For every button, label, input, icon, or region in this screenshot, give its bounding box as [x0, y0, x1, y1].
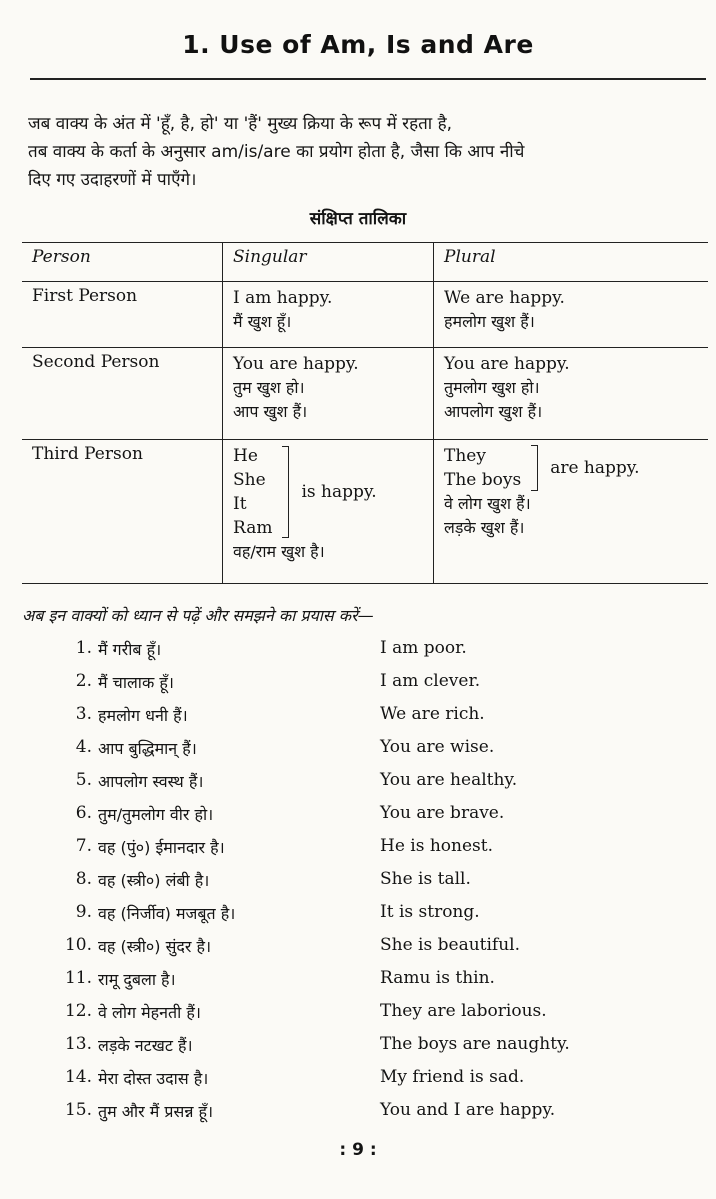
english-line: You are happy. [233, 354, 359, 374]
example-hindi: मैं चालाक हूँ। [98, 673, 174, 692]
example-hindi: हमलोग धनी हैं। [98, 706, 188, 725]
hindi-line: हमलोग खुश हैं। [444, 312, 535, 331]
singular-subject-group [233, 444, 423, 540]
english-line: You are happy. [444, 354, 570, 374]
singular-cell [223, 282, 434, 348]
example-english: We are rich. [380, 704, 485, 724]
example-hindi: रामू दुबला है। [98, 970, 176, 989]
subject-list [233, 444, 272, 540]
example-english: You and I are happy. [380, 1100, 556, 1120]
example-english: The boys are naughty. [380, 1034, 570, 1054]
example-number: 8. [75, 869, 92, 889]
example-hindi: आप बुद्धिमान् हैं। [98, 739, 197, 758]
example-row [0, 1001, 716, 1034]
example-row [0, 902, 716, 935]
page-number: : 9 : [339, 1140, 377, 1160]
person-cell: Third Person [22, 440, 223, 584]
example-row [0, 704, 716, 737]
example-number: 5. [75, 770, 92, 790]
intro-paragraph [28, 110, 708, 194]
bracket [531, 445, 538, 491]
subject: Ram [233, 518, 273, 538]
example-number: 4. [75, 737, 92, 757]
hindi-line: लड़के खुश हैं। [444, 518, 525, 537]
intro-line: दिए गए उदाहरणों में पाएँगे। [28, 170, 197, 190]
verb-phrase: is happy. [301, 482, 377, 502]
example-english: My friend is sad. [380, 1067, 525, 1087]
plural-cell [434, 282, 709, 348]
row-second-person [22, 348, 708, 440]
example-row [0, 968, 716, 1001]
subject: It [233, 494, 247, 514]
example-hindi: मेरा दोस्त उदास है। [98, 1069, 209, 1088]
hindi-line: आप खुश हैं। [233, 402, 308, 421]
bracket [282, 446, 289, 538]
example-number: 6. [75, 803, 92, 823]
example-english: It is strong. [380, 902, 480, 922]
example-english: I am clever. [380, 671, 481, 691]
example-row [0, 737, 716, 770]
person-cell: First Person [22, 282, 223, 348]
example-hindi: मैं गरीब हूँ। [98, 640, 162, 659]
example-english: She is beautiful. [380, 935, 521, 955]
example-english: Ramu is thin. [380, 968, 495, 988]
subject: He [233, 446, 258, 466]
hindi-line: आपलोग खुश हैं। [444, 402, 543, 421]
hindi-line: मैं खुश हूँ। [233, 312, 292, 331]
row-first-person [22, 282, 708, 348]
example-english: You are healthy. [380, 770, 518, 790]
plural-subject-group [444, 444, 698, 492]
subject: They [444, 446, 486, 466]
example-row [0, 671, 716, 704]
example-hindi: वह (स्त्री०) लंबी है। [98, 871, 210, 890]
example-row [0, 869, 716, 902]
row-third-person [22, 440, 708, 584]
table-heading: संक्षिप्त तालिका [309, 209, 407, 229]
subject: The boys [444, 470, 522, 490]
hindi-line: तुमलोग खुश हो। [444, 378, 540, 397]
example-row [0, 803, 716, 836]
example-english: You are wise. [380, 737, 495, 757]
example-english: He is honest. [380, 836, 494, 856]
example-row [0, 836, 716, 869]
example-english: She is tall. [380, 869, 471, 889]
title-rule [30, 78, 706, 80]
intro-line: जब वाक्य के अंत में 'हूँ, है, हो' या 'हैं' मुख्य क्रिया के रूप में रहता है, [28, 114, 453, 134]
example-number: 7. [75, 836, 92, 856]
singular-cell [223, 348, 434, 440]
english-line: I am happy. [233, 288, 333, 308]
verb-phrase: are happy. [550, 458, 640, 478]
example-row [0, 1067, 716, 1100]
hindi-line: तुम खुश हो। [233, 378, 305, 397]
intro-line: तब वाक्य के कर्ता के अनुसार am/is/are का प्रयोग होता है, जैसा कि आप नीचे [28, 142, 525, 162]
example-english: I am poor. [380, 638, 467, 658]
example-number: 11. [64, 968, 92, 988]
example-hindi: तुम और मैं प्रसन्न हूँ। [98, 1102, 214, 1121]
header-plural: Plural [434, 243, 709, 282]
hindi-line: वे लोग खुश हैं। [444, 494, 531, 513]
example-english: They are laborious. [380, 1001, 547, 1021]
summary-table [22, 242, 708, 584]
plural-cell [434, 348, 709, 440]
example-row [0, 1100, 716, 1133]
example-row [0, 1034, 716, 1067]
person-cell: Second Person [22, 348, 223, 440]
header-singular: Singular [223, 243, 434, 282]
example-number: 1. [75, 638, 92, 658]
example-row [0, 770, 716, 803]
example-number: 9. [75, 902, 92, 922]
example-row [0, 935, 716, 968]
example-hindi: आपलोग स्वस्थ हैं। [98, 772, 204, 791]
example-hindi: वे लोग मेहनती हैं। [98, 1003, 201, 1022]
chapter-title: 1. Use of Am, Is and Are [182, 30, 534, 59]
hindi-line: वह/राम खुश है। [233, 542, 325, 561]
example-hindi: तुम/तुमलोग वीर हो। [98, 805, 214, 824]
example-hindi: वह (स्त्री०) सुंदर है। [98, 937, 212, 956]
example-row [0, 638, 716, 671]
table-header-row [22, 243, 708, 282]
example-number: 13. [64, 1034, 92, 1054]
example-number: 14. [64, 1067, 92, 1087]
subject: She [233, 470, 266, 490]
example-number: 10. [64, 935, 92, 955]
english-line: We are happy. [444, 288, 565, 308]
example-number: 3. [75, 704, 92, 724]
example-number: 15. [64, 1100, 92, 1120]
example-hindi: वह (निर्जीव) मजबूत है। [98, 904, 236, 923]
example-hindi: लड़के नटखट हैं। [98, 1036, 193, 1055]
plural-cell [434, 440, 709, 584]
example-number: 2. [75, 671, 92, 691]
example-number: 12. [64, 1001, 92, 1021]
singular-cell [223, 440, 434, 584]
instruction-text: अब इन वाक्यों को ध्यान से पढ़ें और समझने का प्रयास करें— [22, 606, 374, 625]
example-hindi: वह (पुं०) ईमानदार है। [98, 838, 225, 857]
header-person: Person [22, 243, 223, 282]
subject-list [444, 444, 521, 492]
example-english: You are brave. [380, 803, 505, 823]
